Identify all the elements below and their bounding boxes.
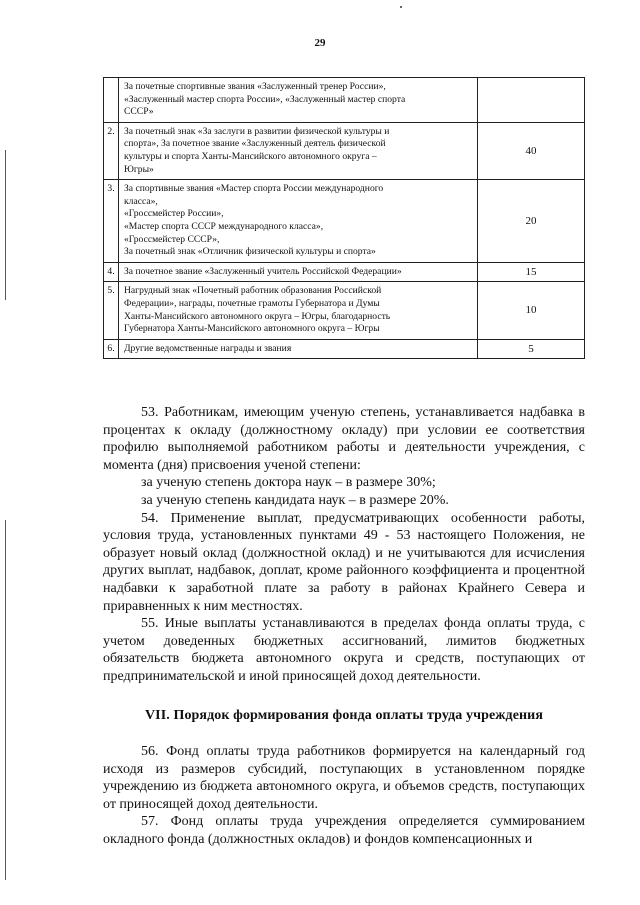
award-description-line: За почетные спортивные звания «Заслуженный тренер России»,	[124, 81, 386, 92]
award-percent: 5	[478, 339, 585, 359]
table-row	[104, 282, 585, 339]
award-description-line: «Гроссмейстер России»,	[124, 208, 224, 220]
award-description-line: Федерации», награды, почетные грамоты Губернатора и Думы	[124, 297, 380, 309]
award-description-line: «Заслуженный мастер спорта России», «Заслуженный мастер спорта	[124, 93, 406, 105]
row-number: 3.	[104, 180, 119, 263]
award-description-line: «Гроссмейстер СССР»,	[124, 233, 220, 245]
award-description	[119, 78, 478, 123]
page-number: 29	[314, 37, 326, 49]
award-percent: 40	[478, 122, 585, 179]
paragraph: 55. Иные выплаты устанавливаются в пределах фонда оплаты труда, с учетом доведенных бюджетных ассигнований, лимитов бюджетных обязательств бюджета автономного округа и средств, поступающих от предпринимательской и иной приносящей доход деятельности.	[103, 616, 585, 684]
award-description-line: культуры и спорта Ханты-Мансийского автономного округа –	[124, 150, 377, 162]
scan-artifact-mark	[400, 6, 402, 8]
table-row	[104, 262, 585, 282]
award-percent: 15	[478, 262, 585, 282]
award-description-line: класса»,	[124, 195, 158, 207]
paragraph: 54. Применение выплат, предусматривающих особенности работы, условия труда, установленных пунктами 49 - 53 настоящего Положения, не образует новый оклад (должностной оклад) и не учитываются для исчисления других выплат, надбавок, доплат, кроме районного коэффициента и процентной надбавки к заработной плате за работу в районах Крайнего Севера и приравненных к ним местностях.	[103, 510, 585, 614]
award-description-line: Нагрудный знак «Почетный работник образования Российской	[124, 285, 382, 297]
award-description-line: За почетный знак «Отличник физической культуры и спорта»	[124, 246, 376, 258]
award-description-line: спорта», За почетное звание «Заслуженный деятель физической	[124, 138, 386, 150]
award-percent: 20	[478, 180, 585, 263]
row-number	[104, 78, 119, 123]
table-row	[104, 339, 585, 359]
scan-margin-line	[5, 520, 6, 880]
award-description	[119, 180, 478, 263]
row-number: 6.	[104, 339, 119, 359]
document-body	[103, 404, 585, 849]
scan-margin-line	[5, 150, 6, 300]
award-description	[119, 262, 478, 282]
award-description-line: За спортивные звания «Мастер спорта России международного	[124, 183, 384, 195]
award-percent	[478, 78, 585, 123]
paragraph: 57. Фонд оплаты труда учреждения определяется суммированием окладного фонда (должностных окладов) и фондов компенсационных и	[103, 814, 585, 848]
award-description-line: Другие ведомственные награды и звания	[124, 342, 292, 354]
row-number: 2.	[104, 122, 119, 179]
award-description-line: Ханты-Мансийского автономного округа – Югры, благодарность	[124, 310, 391, 322]
section-heading: VII. Порядок формирования фонда оплаты труда учреждения	[144, 707, 544, 723]
paragraph: 53. Работникам, имеющим ученую степень, устанавливается надбавка в процентах к окладу (должностному окладу) при условии ее соответствия профилю выполняемой работником работы и деятельности учреждения, с момента (дня) присвоения ученой степени:	[103, 405, 585, 473]
awards-table	[103, 77, 585, 359]
award-percent: 10	[478, 282, 585, 339]
award-description-line: «Мастер спорта СССР международного класса»,	[124, 220, 324, 232]
award-description-line: Югры»	[124, 163, 154, 175]
award-description-line: За почетное звание «Заслуженный учитель Российской Федерации»	[124, 265, 402, 277]
paragraphs-after	[103, 743, 585, 849]
award-description	[119, 339, 478, 359]
row-number: 4.	[104, 262, 119, 282]
paragraph: за ученую степень доктора наук – в размере 30%;	[141, 475, 436, 491]
row-number: 5.	[104, 282, 119, 339]
award-description-line: Губернатора Ханты-Мансийского автономного округа – Югры	[124, 323, 380, 335]
table-row	[104, 122, 585, 179]
award-description-line: СССР»	[124, 106, 154, 118]
table-row	[104, 180, 585, 263]
paragraph: за ученую степень кандидата наук – в размере 20%.	[141, 492, 449, 508]
award-description	[119, 122, 478, 179]
paragraph: 56. Фонд оплаты труда работников формируется на календарный год исходя из размеров субсидий, поступающих в установленном порядке учреждению из бюджета автономного округа, и объемов средств, поступающих от приносящей доход деятельности.	[103, 744, 585, 812]
paragraphs-before	[103, 404, 585, 686]
award-description	[119, 282, 478, 339]
award-description-line: За почетный знак «За заслуги в развитии физической культуры и	[124, 125, 390, 137]
table-row	[104, 78, 585, 123]
